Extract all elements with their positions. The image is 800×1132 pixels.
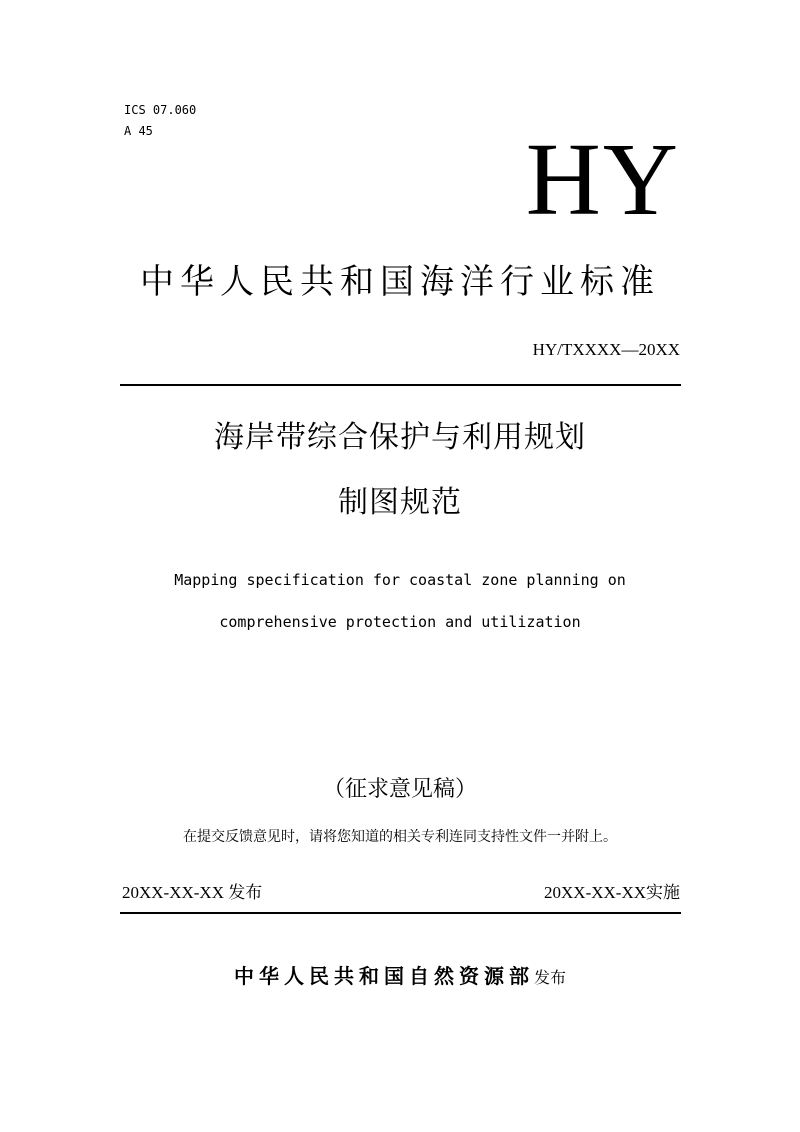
title-zh-line2: 制图规范 — [338, 485, 462, 520]
implementation-date: 20XX-XX-XX实施 — [544, 883, 680, 902]
standard-logo: HY — [525, 122, 680, 237]
title-en-line1: Mapping specification for coastal zone planning on — [174, 571, 626, 589]
bottom-divider — [120, 912, 681, 914]
patent-notice: 在提交反馈意见时，请将您知道的相关专利连同支持性文件一并附上。 — [183, 830, 617, 845]
title-en-line2: comprehensive protection and utilization — [219, 613, 581, 631]
publisher — [0, 962, 800, 992]
publisher-action: 发布 — [533, 968, 566, 987]
title-zh-line1: 海岸带综合保护与利用规划 — [214, 420, 586, 455]
top-divider — [120, 384, 681, 386]
ics-code: ICS 07.060 — [124, 103, 197, 117]
industry-standard-name: 中华人民共和国海洋行业标准 — [140, 262, 660, 302]
standard-number: HY/TXXXX—20XX — [532, 340, 680, 359]
publisher-org: 中华人民共和国自然资源部 — [233, 964, 534, 988]
issue-date: 20XX-XX-XX 发布 — [122, 883, 263, 902]
draft-status: （征求意见稿） — [322, 776, 477, 801]
category-code: A 45 — [124, 124, 153, 138]
